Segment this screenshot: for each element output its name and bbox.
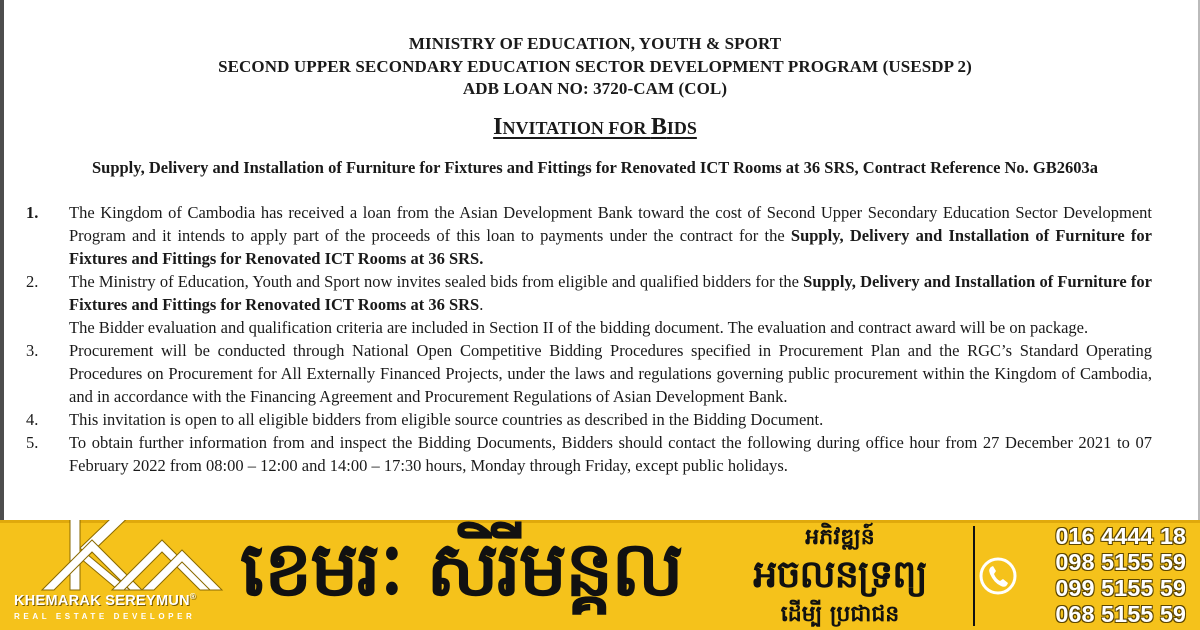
list-item — [0, 201, 1200, 270]
item-number: 2. — [26, 272, 39, 291]
list-item — [0, 408, 1200, 431]
company-tagline: REAL ESTATE DEVELOPER — [14, 612, 196, 621]
item-text: The Kingdom of Cambodia has received a loan from the Asian Development Bank toward the cost of Second Upper Secondary Education Sector Development Program and it intends to apply part of the proceeds of this loan to payments under the contract for the Supply, Delivery and Installation of Furniture for Fixtures and Fittings for Renovated ICT Rooms at 36 SRS. — [69, 203, 1153, 268]
list-item — [0, 270, 1200, 339]
numbered-list — [0, 201, 1200, 477]
loan-heading: ADB LOAN NO: 3720-CAM (COL) — [462, 79, 728, 98]
item-number: 3. — [26, 341, 39, 360]
slogan-line-1: អភិវឌ្ឍន៍ — [805, 525, 875, 550]
phone-number[interactable]: 099 5155 59 — [1055, 575, 1186, 601]
banner-divider — [973, 526, 975, 626]
phone-icon — [978, 556, 1018, 596]
item-text: This invitation is open to all eligible bidders from eligible source countries as described in the Bidding Document. — [69, 410, 824, 429]
list-item — [0, 339, 1200, 408]
item-text: To obtain further information from and inspect the Bidding Documents, Bidders should contact the following during office hour from 27 December 2021 to 07 February 2022 from 08:00 – 12:00 and 14:00 – 17:30 hours, Monday through Friday, except public holidays. — [69, 433, 1152, 475]
contract-subject: Supply, Delivery and Installation of Furniture for Fixtures and Fittings for Renovated ICT Rooms at 36 SRS, Contract Reference No. GB2603a — [91, 158, 1099, 177]
company-name: KHEMARAK SEREYMUN® — [14, 592, 197, 609]
item-number: 5. — [26, 433, 39, 452]
document-title: INVITATION FOR BIDS — [493, 114, 697, 140]
item-number: 4. — [26, 410, 39, 429]
item-text-continued: The Bidder evaluation and qualification criteria are included in Section II of the bidding document. The evaluation and contract award will be on package. — [69, 318, 1089, 337]
item-text: The Ministry of Education, Youth and Sport now invites sealed bids from eligible and qualified bidders for the Supply, Delivery and Installation of Furniture for Fixtures and Fittings for Renovated ICT Rooms at 36 SRS. — [69, 272, 1152, 314]
item-text: Procurement will be conducted through National Open Competitive Bidding Procedures specified in Procurement Plan and the RGC’s Standard Operating Procedures on Procurement for All Externally Financed Projects, under the laws and regulations governing public procurement within the Kingdom of Cambodia, and in accordance with the Financing Agreement and Procurement Regulations of Asian Development Bank. — [69, 341, 1152, 406]
slogan-line-2: អចលនទ្រព្យ — [753, 552, 927, 596]
list-item — [0, 431, 1200, 477]
ministry-heading: MINISTRY OF EDUCATION, YOUTH & SPORT — [408, 34, 782, 53]
item-number: 1. — [26, 203, 39, 222]
brand-khmer-name: ខេមរៈ សិរីមន្គល — [240, 524, 682, 613]
phone-number[interactable]: 016 4444 18 — [1055, 523, 1186, 549]
phone-number[interactable]: 098 5155 59 — [1055, 549, 1186, 575]
program-heading: SECOND UPPER SECONDARY EDUCATION SECTOR DEVELOPMENT PROGRAM (USESDP 2) — [218, 57, 972, 76]
slogan-line-3: ដើម្បី ប្រជាជន — [780, 602, 900, 627]
phone-numbers — [1016, 523, 1186, 627]
advertisement-banner — [0, 520, 1200, 630]
phone-number[interactable]: 068 5155 59 — [1055, 601, 1186, 627]
